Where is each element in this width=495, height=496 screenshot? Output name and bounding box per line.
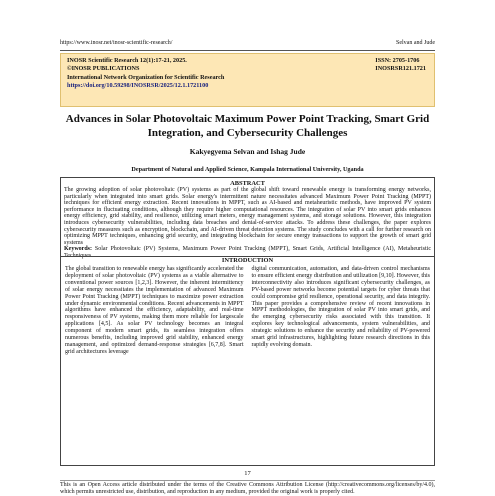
issn: ISSN: 2705-1706 (375, 57, 420, 64)
introduction-section (60, 256, 435, 466)
introduction-column-right: digital communication, automation, and data-driven control mechanisms to ensure efficient energy distribution and utilization [9,10]. However, this interconnectivity also introduces significant cybersecurity challenges, as PV-based power networks become potential targets for cyber threats that could compromise grid resilience, operational security, and data integrity. This paper provides a comprehensive review of recent innovations in MPPT methodologies, the integration of solar PV into smart grids, and the emerging cybersecurity risks associated with this transition. It explores key technological advancements, system vulnerabilities, and strategic solutions to enhance the security and reliability of PV-powered smart grid infrastructures, highlighting future research directions in this rapidly evolving domain. (251, 266, 430, 348)
issn-online: INOSRSR121.1721 (375, 65, 426, 73)
running-header (60, 40, 435, 50)
keywords-list: Solar Photovoltaic (PV) Systems, Maximum Power Point Tracking (MPPT), Smart Grids, Artificial Intelligence (AI), Metaheuristic Techniques (64, 246, 431, 259)
running-authors: Selvan and Jude (396, 40, 435, 46)
license-footer: This is an Open Access article distributed under the terms of the Creative Commons Attribution License (http://creativecommons.org/licenses/by/4.0), which permits unrestricted use, distribution, and reproduction in any medium, provided the original work is properly cited. (60, 482, 435, 495)
journal-info-box (60, 53, 435, 107)
introduction-column-left: The global transition to renewable energy has significantly accelerated the deployment of solar photovoltaic (PV) systems as a viable alternative to conventional power sources [1,2,3]. However, the inherent intermittency of solar energy necessitates the implementation of advanced Maximum Power Point Tracking (MPPT) techniques to maximize power extraction under dynamic environmental conditions. Recent advancements in MPPT algorithms have enhanced the efficiency, adaptability, and real-time responsiveness of PV systems, making them more reliable for largescale applications [4,5]. As solar PV technology becomes an integral component of modern smart grids, its seamless integration offers numerous benefits, including improved grid stability, enhanced energy management, and optimized demand-response strategies [6,7,8]. Smart grid architectures leverage (65, 266, 244, 355)
abstract-section (60, 177, 435, 257)
doi-link[interactable]: https://doi.org/10.59298/INOSRSR/2025/12.1.1721100 (67, 81, 209, 89)
paper-affiliation: Department of Natural and Applied Science, Kampala International University, Uganda (131, 166, 364, 173)
abstract-text: The growing adoption of solar photovoltaic (PV) systems as part of the global shift toward renewable energy is transforming energy networks, particularly when integrated into smart grids. Solar energy's intermittent nature necessitates advanced Maximum Power Point Tracking (MPPT) techniques for efficient energy extraction. Recent innovations in MPPT, such as AI-based and metaheuristic methods, have improved PV system performance in fluctuating conditions, although they require higher computational resources. The integration of solar PV into smart grids enhances energy efficiency, grid stability, and resilience, utilizing smart meters, energy management systems, and storage solutions. However, this integration introduces cybersecurity vulnerabilities, including data breaches and denial-of-service attacks. To address these challenges, the paper explores cybersecurity measures such as encryption, blockchain, and AI-driven threat detection systems. The study concludes with a call for further research on optimizing MPPT techniques, enhancing grid security, and integrating blockchain for secure energy transactions to support the growth of smart grid systems (64, 187, 431, 246)
paper-authors: Kakyegyema Selvan and Ishag Jude (189, 147, 306, 156)
page-number: 17 (244, 470, 251, 477)
journal-name: INOSR Scientific Research 12(1):17-21, 2025. (67, 57, 187, 64)
keywords-label: Keywords: (64, 246, 92, 253)
journal-org: International Network Organization for Scientific Research (67, 73, 225, 81)
paper-title: Advances in Solar Photovoltaic Maximum Power Point Tracking, Smart Grid Integration, and Cybersecurity Challenges (65, 113, 430, 139)
header-divider (60, 50, 435, 51)
abstract-heading: ABSTRACT (230, 180, 265, 187)
introduction-heading: INTRODUCTION (221, 257, 274, 264)
journal-copyright: ©INOSR PUBLICATIONS (67, 65, 140, 73)
journal-url[interactable]: https://www.inosr.net/inosr-scientific-research/ (60, 40, 173, 46)
